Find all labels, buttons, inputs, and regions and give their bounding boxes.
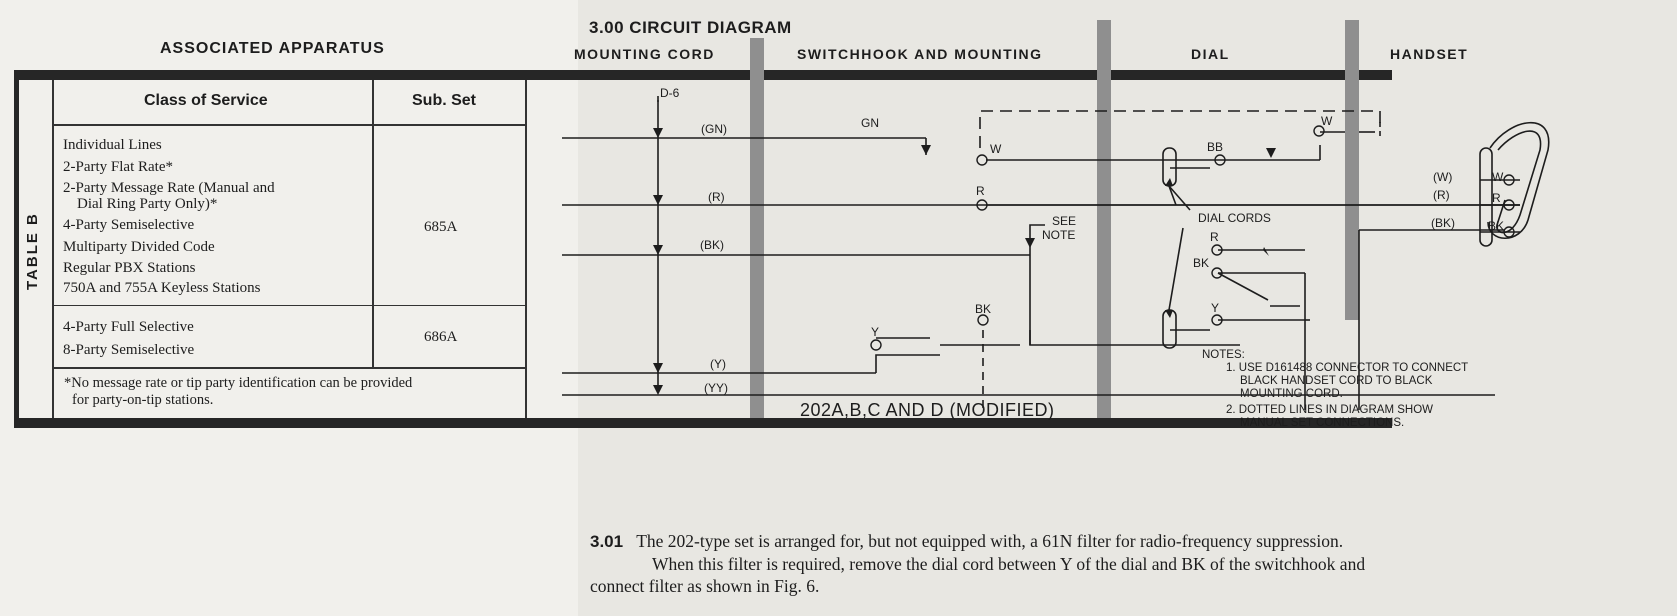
note-line: 2. DOTTED LINES IN DIAGRAM SHOW (1226, 404, 1434, 416)
col-dial: DIAL (1191, 46, 1230, 62)
paragraph-line: The 202-type set is arranged for, but not equipped with, a 61N filter for radio-frequency suppression. (636, 531, 1344, 551)
dial-y-label: Y (1211, 301, 1220, 315)
hs-bk-paren-label: (BK) (1431, 216, 1455, 230)
service-item: Regular PBX Stations (63, 260, 196, 276)
hs-r-label: R (1492, 191, 1501, 205)
service-item: Individual Lines (63, 137, 162, 153)
see-note-line: SEE (1052, 214, 1077, 228)
see-note-line: NOTE (1042, 228, 1076, 242)
paragraph-line: connect filter as shown in Fig. 6. (590, 576, 820, 596)
note-line: BLACK HANDSET CORD TO BLACK (1240, 375, 1433, 387)
service-item: 2-Party Message Rate (Manual and (63, 180, 275, 196)
term-r-label: R (976, 184, 985, 198)
hs-w-label: W (1492, 170, 1504, 184)
footnote-line: *No message rate or tip party identification can be provided (64, 375, 413, 391)
col-header-class: Class of Service (144, 92, 268, 109)
associated-apparatus-title: ASSOCIATED APPARATUS (160, 40, 385, 57)
subset-685a: 685A (424, 219, 458, 235)
wire-y-label: (Y) (710, 357, 726, 371)
sw-bk-label: BK (975, 302, 992, 316)
col-switchhook: SWITCHHOOK AND MOUNTING (797, 46, 1043, 62)
diagram-notes (1202, 349, 1468, 430)
dial-bk-label: BK (1193, 256, 1210, 270)
section-title: 3.00 CIRCUIT DIAGRAM (589, 18, 792, 37)
footnote-line: for party-on-tip stations. (72, 392, 214, 408)
service-item: 8-Party Semiselective (63, 341, 195, 358)
term-bb-label: BB (1207, 140, 1224, 154)
wire-gn-label: (GN) (701, 122, 727, 136)
note-line: MANUAL SET CONNECTIONS. (1240, 417, 1405, 429)
service-item: 4-Party Semiselective (63, 217, 195, 233)
term-gn-label: GN (861, 116, 879, 130)
separator-bar (1097, 20, 1111, 418)
table-side-label: TABLE B (24, 212, 41, 290)
wire-bk-label: (BK) (700, 238, 724, 252)
wire-yy-label: (YY) (704, 381, 728, 395)
service-item: 2-Party Flat Rate* (63, 158, 173, 175)
note-line: 1. USE D161488 CONNECTOR TO CONNECT (1226, 362, 1469, 374)
col-mounting-cord: MOUNTING CORD (574, 46, 715, 62)
service-item: 750A and 755A Keyless Stations (63, 279, 261, 296)
separator-bar (1345, 20, 1359, 320)
connector-label: D-6 (660, 86, 680, 100)
service-item: Multiparty Divided Code (63, 238, 215, 255)
hs-r-paren-label: (R) (1433, 188, 1450, 202)
dial-r-label: R (1210, 230, 1219, 244)
paragraph-3-01 (590, 530, 1365, 597)
service-item: Dial Ring Party Only)* (77, 196, 218, 212)
subset-686a: 686A (424, 329, 458, 345)
paragraph-line: When this filter is required, remove the dial cord between Y of the dial and BK of the switchhook and (652, 554, 1366, 574)
col-header-subset: Sub. Set (412, 92, 477, 109)
term-w2-label: W (1321, 114, 1333, 128)
col-handset: HANDSET (1390, 46, 1469, 62)
wire-r-label: (R) (708, 190, 725, 204)
dial-cords-label: DIAL CORDS (1198, 211, 1271, 225)
service-item: 4-Party Full Selective (63, 319, 194, 335)
separator-bar (750, 38, 764, 418)
sw-y-label: Y (871, 325, 880, 339)
notes-title: NOTES: (1202, 349, 1245, 361)
note-line: MOUNTING CORD. (1240, 388, 1343, 400)
hs-bk-label: BK (1488, 219, 1505, 233)
see-note-label (1042, 214, 1077, 242)
diagram-caption: 202A,B,C AND D (MODIFIED) (800, 400, 1055, 420)
hs-w-paren-label: (W) (1433, 170, 1453, 184)
paragraph-number: 3.01 (590, 532, 624, 551)
term-w-label: W (990, 142, 1002, 156)
